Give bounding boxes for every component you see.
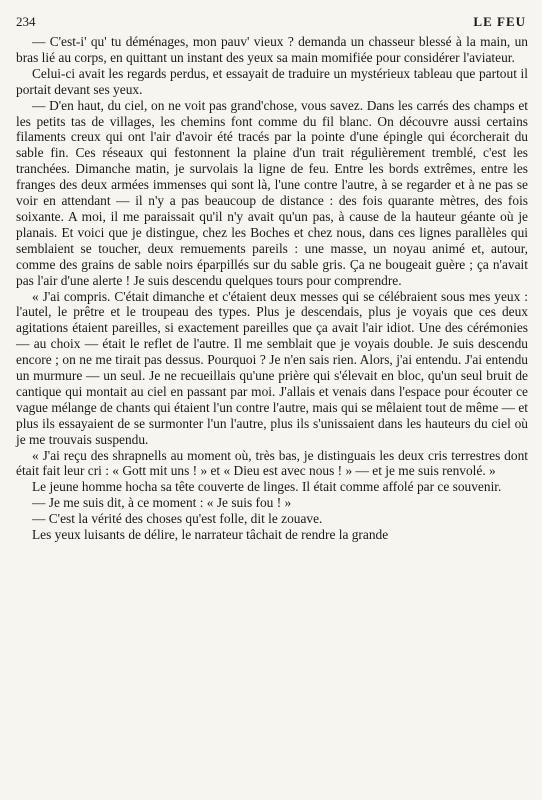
paragraph: — C'est-i' qu' tu déménages, mon pauv' vieux ? demanda un chasseur blessé à la main, un bras lié au corps, en quittant un instant des yeux sa main momifiée pour considérer l'aviateur. <box>16 34 528 65</box>
paragraph: — D'en haut, du ciel, on ne voit pas grand'chose, vous savez. Dans les carrés des champs et les petits tas de villages, les chemins font comme du fil blanc. On découvre aussi certains filaments creux qui ont l'air d'avoir été tracés par la pointe d'une épingle qui écorcherait du sable fin. Ces réseaux qui festonnent la plaine d'un trait régulièrement tremblé, c'est les tranchées. Dimanche matin, je survolais la ligne de feu. Entre les bords extrêmes, entre les franges des deux armées immenses qui sont là, l'une contre l'autre, à se regarder et à ne pas se voir en attendant — il n'y a pas beaucoup de distance : des fois quarante mètres, des fois soixante. A moi, il me paraissait qu'il n'y avait qu'un pas, à cause de la hauteur géante où je planais. Et voici que je distingue, chez les Boches et chez nous, dans ces lignes parallèles qui semblaient se toucher, deux remuements pareils : une masse, un noyau animé et, autour, comme des grains de sable noirs éparpillés sur du sable gris. Ça ne bougeait guère ; ça n'avait pas l'air d'une alerte ! Je suis descendu quelques tours pour comprendre. <box>16 97 528 288</box>
page-number: 234 <box>16 14 36 29</box>
paragraph: Celui-ci avait les regards perdus, et essayait de traduire un mystérieux tableau que partout il portait devant ses yeux. <box>16 65 528 97</box>
paragraph: Les yeux luisants de délire, le narrateur tâchait de rendre la grande <box>32 527 389 543</box>
body-text <box>16 34 528 543</box>
paragraph: — C'est la vérité des choses qu'est folle, dit le zouave. <box>32 511 323 527</box>
paragraph: Le jeune homme hocha sa tête couverte de linges. Il était comme affolé par ce souvenir. <box>32 479 502 495</box>
page-header <box>16 14 528 30</box>
paragraph: « J'ai reçu des shrapnells au moment où, très bas, je distinguais les deux cris terrestres dont était fait leur cri : « Gott mit uns ! » et « Dieu est avec nous ! » — et je me suis renvolé. » <box>16 447 528 479</box>
paragraph: « J'ai compris. C'était dimanche et c'étaient deux messes qui se célébraient sous mes yeux : l'autel, le prêtre et le troupeau des types. Plus je descendais, plus je voyais que ces deux agitations étaient pareilles, si exactement pareilles que ça avait l'air idiot. Une des cérémonies — au choix — était le reflet de l'autre. Il me semblait que je voyais double. Je suis descendu encore ; on ne me tirait pas dessus. Pourquoi ? Je n'en sais rien. Alors, j'ai entendu. J'ai entendu un murmure — un seul. Je ne recueillais qu'une prière qui s'élevait en bloc, qu'un seul bruit de cantique qui montait au ciel en passant par moi. J'allais et venais dans l'espace pour écouter ce vague mélange de chants qui étaient l'un contre l'autre, mais qui se mêlaient tout de même — et plus ils essayaient de se surmonter l'un l'autre, plus ils s'unissaient dans les hauteurs du ciel où je me trouvais suspendu. <box>16 288 529 447</box>
running-head: LE FEU <box>473 14 526 29</box>
paragraph: — Je me suis dit, à ce moment : « Je suis fou ! » <box>32 495 292 511</box>
